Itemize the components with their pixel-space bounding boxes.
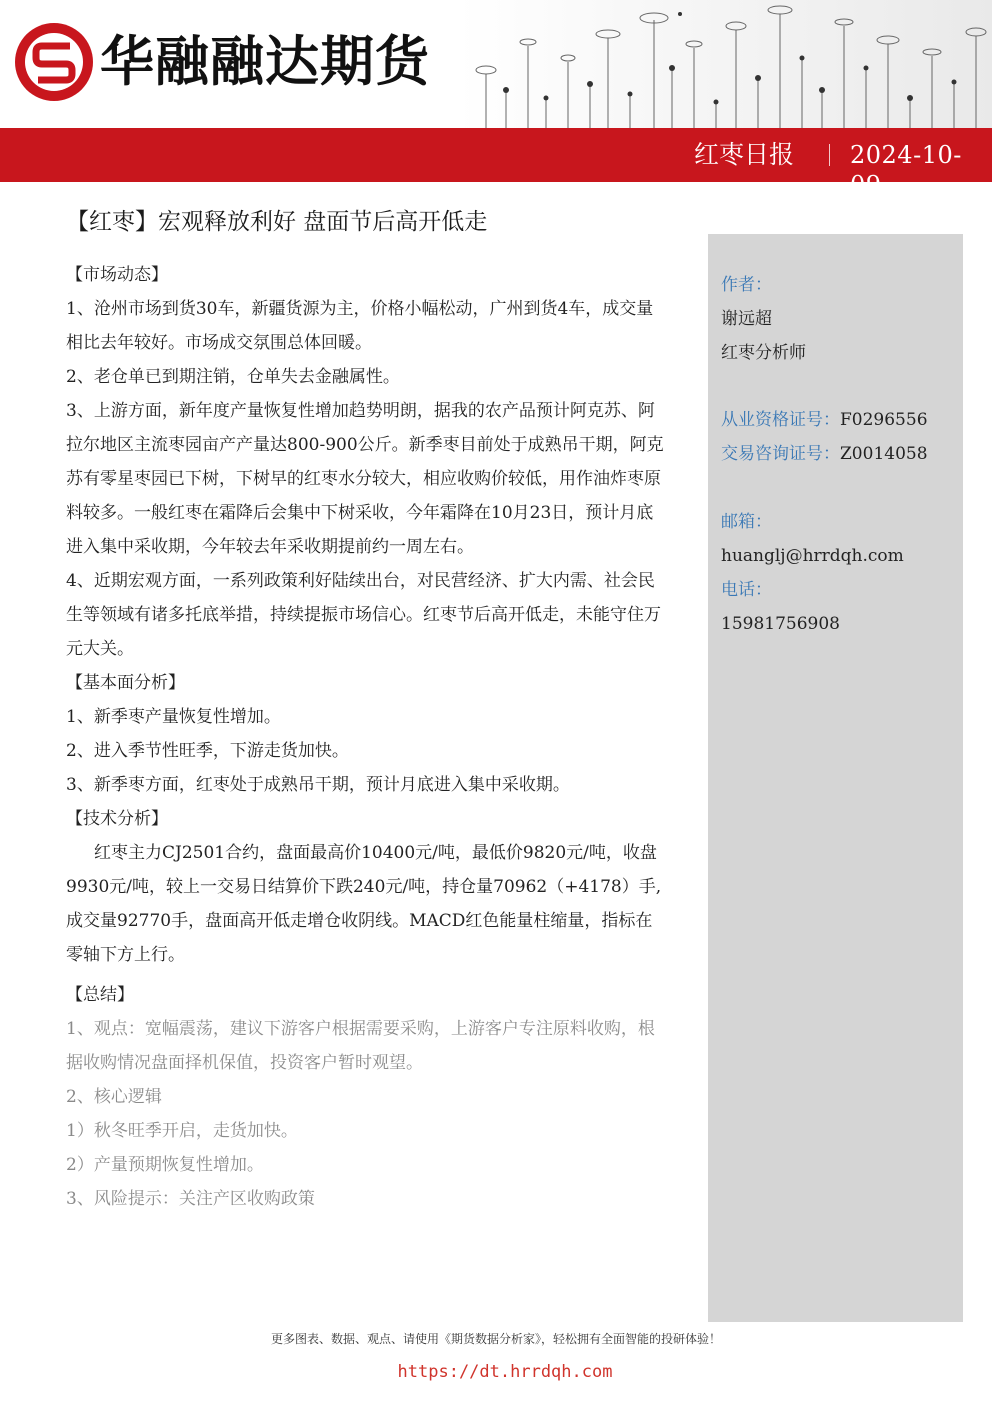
footer-note: 更多图表、数据、观点、请使用《期货数据分析家》，轻松拥有全面智能的投研体验！ <box>270 1332 721 1346</box>
report-header-bar <box>0 128 992 199</box>
section-heading-summary: 【总结】 <box>66 985 134 1005</box>
summary-item: 1）秋冬旺季开启，走货加快。 <box>66 1121 298 1141</box>
footer-link[interactable]: https://dt.hrrdqh.com <box>397 1362 613 1382</box>
phone-label: 电话： <box>721 580 772 600</box>
section-heading-technical: 【技术分析】 <box>66 809 168 829</box>
fundamental-item: 2、进入季节性旺季，下游走货加快。 <box>66 741 349 761</box>
qualification-label: 从业资格证号： <box>721 410 840 430</box>
section-heading-market: 【市场动态】 <box>66 265 168 285</box>
summary-item: 2、核心逻辑 <box>66 1087 162 1107</box>
report-date: 2024-10-09 <box>850 141 962 199</box>
report-headline: 【红枣】宏观释放利好 盘面节后高开低走 <box>66 209 488 235</box>
report-body <box>66 258 666 1216</box>
author-label: 作者： <box>721 275 772 295</box>
fundamental-item: 3、新季枣方面，红枣处于成熟吊干期，预计月底进入集中采收期。 <box>66 775 570 795</box>
brand-name: 华融融达期货 <box>100 30 430 93</box>
consult-row <box>721 439 928 469</box>
consult-label: 交易咨询证号： <box>721 444 840 464</box>
market-item: 2、老仓单已到期注销，仓单失去金融属性。 <box>66 367 400 387</box>
summary-item: 3、风险提示：关注产区收购政策 <box>66 1189 315 1209</box>
author-name: 谢远超 <box>721 309 772 329</box>
author-title: 红枣分析师 <box>721 343 806 363</box>
company-logo-icon <box>12 20 96 104</box>
market-item: 3、上游方面，新年度产量恢复性增加趋势明朗，据我的农产品预计阿克苏、阿拉尔地区主流枣园亩产产量达800-900公斤。新季枣目前处于成熟吊干期，阿克苏有零星枣园已下树，下树早的红枣水分较大，相应收购价较低，用作油炸枣原料较多。一般红枣在霜降后会集中下树采收，今年霜降在10月23日，预计月底进入集中采收期，今年较去年采收期提前约一周左右。 <box>66 401 664 557</box>
header-decoration <box>458 0 992 128</box>
technical-text: 红枣主力CJ2501合约，盘面最高价10400元/吨，最低价9820元/吨，收盘9930元/吨，较上一交易日结算价下跌240元/吨，持仓量70962（+4178）手,成交量92770手，盘面高开低走增仓收阴线。MACD红色能量柱缩量，指标在零轴下方上行。 <box>66 843 662 965</box>
author-sidebar <box>708 234 963 1322</box>
email-value[interactable]: huanglj@hrrdqh.com <box>721 546 904 566</box>
report-title: 红枣日报 <box>693 140 794 169</box>
summary-item: 2）产量预期恢复性增加。 <box>66 1155 264 1175</box>
summary-item: 1、观点：宽幅震荡，建议下游客户根据需要采购，上游客户专注原料收购，根据收购情况盘面择机保值，投资客户暂时观望。 <box>66 1019 655 1073</box>
phone-value: 15981756908 <box>721 614 840 634</box>
fundamental-item: 1、新季枣产量恢复性增加。 <box>66 707 281 727</box>
market-item: 1、沧州市场到货30车，新疆货源为主，价格小幅松动，广州到货4车，成交量相比去年较好。市场成交氛围总体回暖。 <box>66 299 654 353</box>
section-heading-fundamental: 【基本面分析】 <box>66 673 185 693</box>
market-item: 4、近期宏观方面，一系列政策利好陆续出台，对民营经济、扩大内需、社会民生等领域有诸多托底举措，持续提振市场信心。红枣节后高开低走，未能守住万元大关。 <box>66 571 661 659</box>
consult-number: Z0014058 <box>840 444 928 464</box>
header-divider <box>829 144 830 166</box>
email-label: 邮箱： <box>721 512 772 532</box>
qualification-number: F0296556 <box>840 410 928 430</box>
qualification-row <box>721 405 928 435</box>
